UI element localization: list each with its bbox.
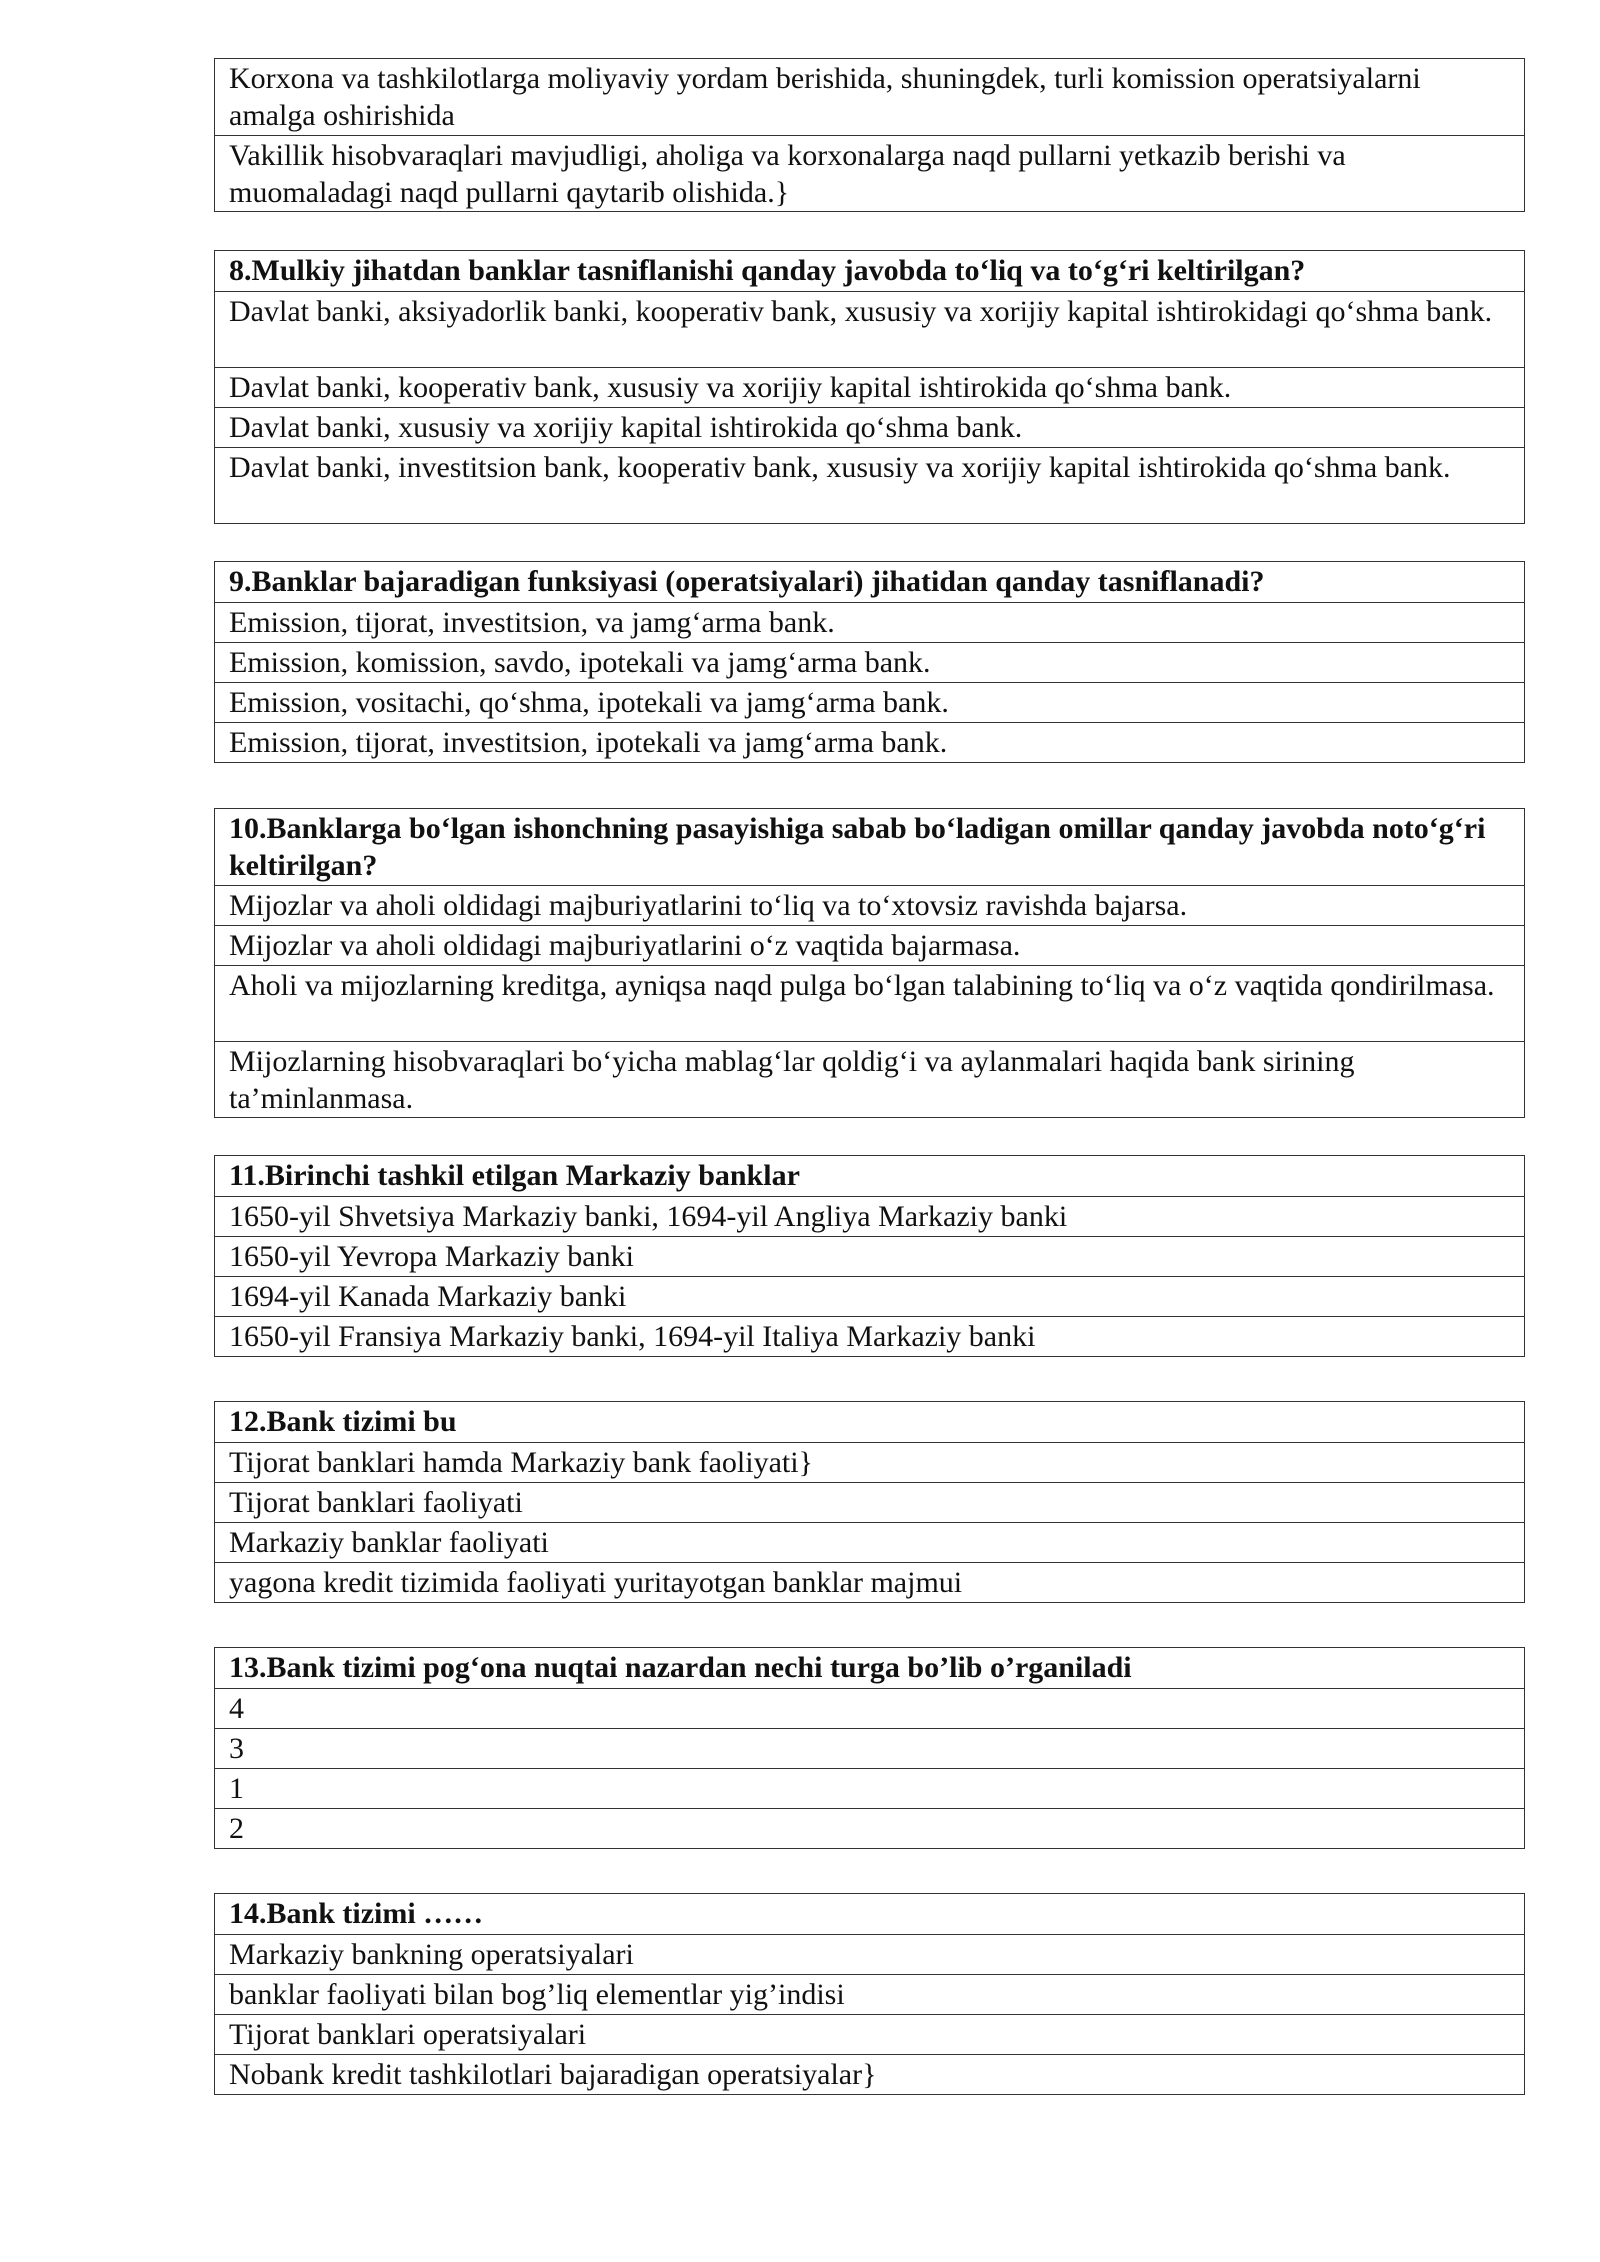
answer-option: Markaziy banklar faoliyati	[215, 1522, 1524, 1562]
answer-option: Vakillik hisobvaraqlari mavjudligi, aholiga va korxonalarga naqd pullarni yetkazib berishi va muomaladagi naqd pullarni qaytarib olishida.}	[215, 135, 1524, 211]
answer-option: banklar faoliyati bilan bog’liq elementlar yig’indisi	[215, 1974, 1524, 2014]
answer-option: Mijozlar va aholi oldidagi majburiyatlarini to‘liq va to‘xtovsiz ravishda bajarsa.	[215, 885, 1524, 925]
question-table-13	[214, 1647, 1525, 1849]
question-table-10	[214, 808, 1525, 1118]
question-text: 11.Birinchi tashkil etilgan Markaziy banklar	[229, 1159, 800, 1192]
answer-option: Aholi va mijozlarning kreditga, ayniqsa naqd pulga bo‘lgan talabining to‘liq va o‘z vaqtida qondirilmasa.	[215, 965, 1524, 1041]
answer-option: 2	[215, 1808, 1524, 1848]
answer-option: Tijorat banklari hamda Markaziy bank faoliyati}	[215, 1442, 1524, 1482]
question-text: 10.Banklarga bo‘lgan ishonchning pasayishiga sabab bo‘ladigan omillar qanday javobda noto‘g‘ri keltirilgan?	[229, 812, 1486, 882]
question-text: 14.Bank tizimi ……	[229, 1897, 484, 1930]
question-table-9	[214, 561, 1525, 763]
answer-option: Markaziy bankning operatsiyalari	[215, 1934, 1524, 1974]
answer-option: Emission, komission, savdo, ipotekali va jamg‘arma bank.	[215, 642, 1524, 682]
answer-option: Davlat banki, aksiyadorlik banki, kooperativ bank, xususiy va xorijiy kapital ishtirokidagi qo‘shma bank.	[215, 291, 1524, 367]
question-table-11	[214, 1155, 1525, 1357]
question-text: 8.Mulkiy jihatdan banklar tasniflanishi qanday javobda to‘liq va to‘g‘ri keltirilgan?	[229, 254, 1306, 287]
answer-option: Davlat banki, kooperativ bank, xususiy va xorijiy kapital ishtirokida qo‘shma bank.	[215, 367, 1524, 407]
answer-option: Davlat banki, xususiy va xorijiy kapital ishtirokida qo‘shma bank.	[215, 407, 1524, 447]
answer-option: Tijorat banklari faoliyati	[215, 1482, 1524, 1522]
question-text: 13.Bank tizimi pog‘ona nuqtai nazardan nechi turga bo’lib o’rganiladi	[229, 1651, 1132, 1684]
question-table-12	[214, 1401, 1525, 1603]
answer-option: Davlat banki, investitsion bank, kooperativ bank, xususiy va xorijiy kapital ishtirokida qo‘shma bank.	[215, 447, 1524, 523]
answer-option: Emission, vositachi, qo‘shma, ipotekali va jamg‘arma bank.	[215, 682, 1524, 722]
answer-option: 4	[215, 1688, 1524, 1728]
answer-option: Nobank kredit tashkilotlari bajaradigan operatsiyalar}	[215, 2054, 1524, 2094]
answer-table-continued	[214, 58, 1525, 212]
question-table-14	[214, 1893, 1525, 2095]
answer-option: Mijozlarning hisobvaraqlari bo‘yicha mablag‘lar qoldig‘i va aylanmalari haqida bank sirining ta’minlanmasa.	[215, 1041, 1524, 1117]
answer-option: yagona kredit tizimida faoliyati yuritayotgan banklar majmui	[215, 1562, 1524, 1602]
question-table-8	[214, 250, 1525, 524]
answer-option: Mijozlar va aholi oldidagi majburiyatlarini o‘z vaqtida bajarmasa.	[215, 925, 1524, 965]
answer-option: 3	[215, 1728, 1524, 1768]
answer-option: Emission, tijorat, investitsion, ipotekali va jamg‘arma bank.	[215, 722, 1524, 762]
answer-option: 1650-yil Shvetsiya Markaziy banki, 1694-yil Angliya Markaziy banki	[215, 1196, 1524, 1236]
answer-option: Korxona va tashkilotlarga moliyaviy yordam berishida, shuningdek, turli komission operatsiyalarni amalga oshirishida	[229, 62, 1421, 132]
answer-option: 1	[215, 1768, 1524, 1808]
question-text: 9.Banklar bajaradigan funksiyasi (operatsiyalari) jihatidan qanday tasniflanadi?	[229, 565, 1265, 598]
answer-option: 1650-yil Yevropa Markaziy banki	[215, 1236, 1524, 1276]
answer-option: Tijorat banklari operatsiyalari	[215, 2014, 1524, 2054]
answer-option: 1694-yil Kanada Markaziy banki	[215, 1276, 1524, 1316]
question-text: 12.Bank tizimi bu	[229, 1405, 457, 1438]
answer-option: 1650-yil Fransiya Markaziy banki, 1694-yil Italiya Markaziy banki	[215, 1316, 1524, 1356]
answer-option: Emission, tijorat, investitsion, va jamg‘arma bank.	[215, 602, 1524, 642]
